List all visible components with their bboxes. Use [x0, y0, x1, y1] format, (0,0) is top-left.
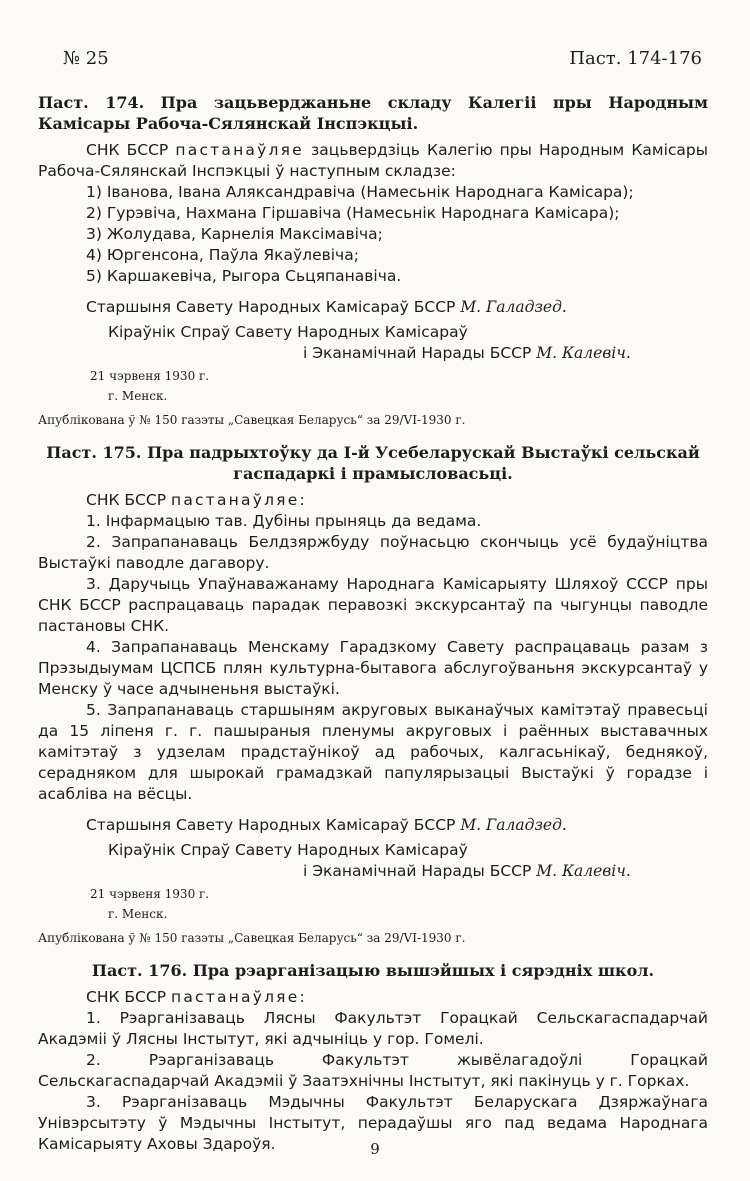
list-item: 4) Юргенсона, Паўла Якаўлевіча; — [86, 246, 359, 264]
signing-date: 21 чэрвеня 1930 г. — [90, 369, 210, 383]
signing-date: 21 чэрвеня 1930 г. — [90, 887, 210, 901]
paragraph: 1. Інфармацыю тав. Дубіны прыняць да ведама. — [86, 512, 482, 530]
intro-rest: зацьвердзіць Калегію пры Народным Камісары Рабоча-Сялянскай Інспэкцыі ў наступным складзе: — [38, 141, 708, 180]
head-signature — [108, 322, 708, 364]
chair-signature — [86, 815, 708, 836]
intro-lead: СНК БССР — [86, 141, 169, 159]
publication-note: Апублікована ў № 150 газэты „Савецкая Беларусь“ за 29/VI-1930 г. — [38, 931, 466, 945]
paragraph: 3. Рэарганізаваць Мэдычны Факультэт Беларускага Дзяржаўнага Унівэрсытэту ў Мэдычны Інстытут, перадаўшы яго пад ведама Народнага Камісарыяту Аховы Здароўя. — [38, 1093, 708, 1153]
publication-note: Апублікована ў № 150 газэты „Савецкая Беларусь“ за 29/VI-1930 г. — [38, 413, 466, 427]
chair-title: Старшыня Савету Народных Камісараў БССР — [86, 298, 456, 316]
resolution-range: Паст. 174-176 — [569, 48, 702, 69]
resolution-175-intro — [38, 490, 708, 511]
intro-verb: пастанаўляе: — [170, 988, 307, 1006]
paragraph: 5. Запрапанаваць старшыням акруговых выканаўчых камітэтаў правесьці да 15 ліпеня г. г. пашыраныя пленумы акруговых і раённых выставачных камітэтаў з удзелам прадстаўнікоў ад рабочых, калгасьнікаў, беднякоў, серадняком для шырокай грамадзкай папулярызацыі Выстаўкі ў горадзе і асабліва на вёсцы. — [38, 701, 708, 803]
paragraph: 4. Запрапанаваць Менскаму Гарадзкому Савету распрацаваць разам з Прэзыдыумам ЦСПСБ плян культурна-бытавога абслугоўваньня экскурсантаў у Менску ў часе адчыненьня выстаўкі. — [38, 638, 708, 698]
resolution-174-title: Паст. 174. Пра зацьверджаньне складу Калегіі пры Народным Камісары Рабоча-Сялянскай Інспэкцыі. — [38, 93, 708, 133]
intro-verb: пастанаўляе: — [170, 491, 307, 509]
list-item: 2) Гурэвіча, Нахмана Гіршавіча (Намесьнік Народнага Камісара); — [86, 204, 620, 222]
list-item: 5) Каршакевіча, Рыгора Сьцяпанавіча. — [86, 267, 402, 285]
head-title-line2 — [303, 861, 708, 882]
paragraph: 2. Рэарганізаваць Факультэт жывёлагадоўлі Горацкай Сельскагаспадарчай Акадэміі ў Заатэхнічны Інстытут, які пакінуць у г. Горках. — [38, 1051, 708, 1090]
resolution-175 — [38, 442, 708, 946]
head-signature — [108, 840, 708, 882]
intro-lead: СНК БССР — [86, 988, 167, 1006]
resolution-174 — [38, 92, 708, 428]
intro-lead: СНК БССР — [86, 491, 167, 509]
head-title-line1: Кіраўнік Спраў Савету Народных Камісараў — [108, 323, 468, 341]
paragraph: 1. Рэарганізаваць Лясны Факультэт Горацкай Сельскагаспадарчай Акадэміі ў Лясны Інстытут, які адчыніць у гор. Гомелі. — [38, 1009, 708, 1048]
paragraph: 2. Запрапанаваць Белдзяржбуду поўнасьцю скончыць усё будаўніцтва Выстаўкі паводле дагавору. — [38, 533, 708, 572]
head-name: М. Калевіч. — [536, 344, 631, 362]
head-title-2: і Эканамічнай Нарады БССР — [303, 862, 532, 880]
chair-name: М. Галадзед. — [460, 816, 567, 834]
chair-title: Старшыня Савету Народных Камісараў БССР — [86, 816, 456, 834]
list-item: 1) Іванова, Івана Аляксандравіча (Намесьнік Народнага Камісара); — [86, 183, 634, 201]
resolution-175-title: Паст. 175. Пра падрыхтоўку да І-й Усебеларускай Выстаўкі сельскай гаспадаркі і прамысловасьці. — [46, 443, 700, 483]
intro-verb: пастанаўляе — [175, 141, 304, 159]
chair-name: М. Галадзед. — [460, 298, 567, 316]
head-title-line2 — [303, 343, 708, 364]
chair-signature — [86, 297, 708, 318]
issue-number: № 25 — [63, 48, 109, 69]
signing-place: г. Менск. — [108, 389, 168, 403]
signing-place: г. Менск. — [108, 907, 168, 921]
member-list — [86, 182, 708, 287]
head-title-line1: Кіраўнік Спраў Савету Народных Камісараў — [108, 841, 468, 859]
page-number: 9 — [370, 1140, 380, 1158]
document-body — [38, 92, 708, 1155]
resolution-174-intro — [38, 140, 708, 182]
head-title-2: і Эканамічнай Нарады БССР — [303, 344, 532, 362]
head-name: М. Калевіч. — [536, 862, 631, 880]
resolution-176-title: Паст. 176. Пра рэарганізацыю вышэйшых і сярэдніх школ. — [91, 961, 655, 980]
paragraph: 3. Даручыць Упаўнаважанаму Народнага Камісарыяту Шляхоў СССР пры СНК БССР распрацаваць парадак перавозкі экскурсантаў па чыгунцы паводле пастановы СНК. — [38, 575, 708, 635]
resolution-176 — [38, 960, 708, 1155]
list-item: 3) Жолудава, Карнелія Максімавіча; — [86, 225, 383, 243]
resolution-176-intro — [38, 987, 708, 1008]
